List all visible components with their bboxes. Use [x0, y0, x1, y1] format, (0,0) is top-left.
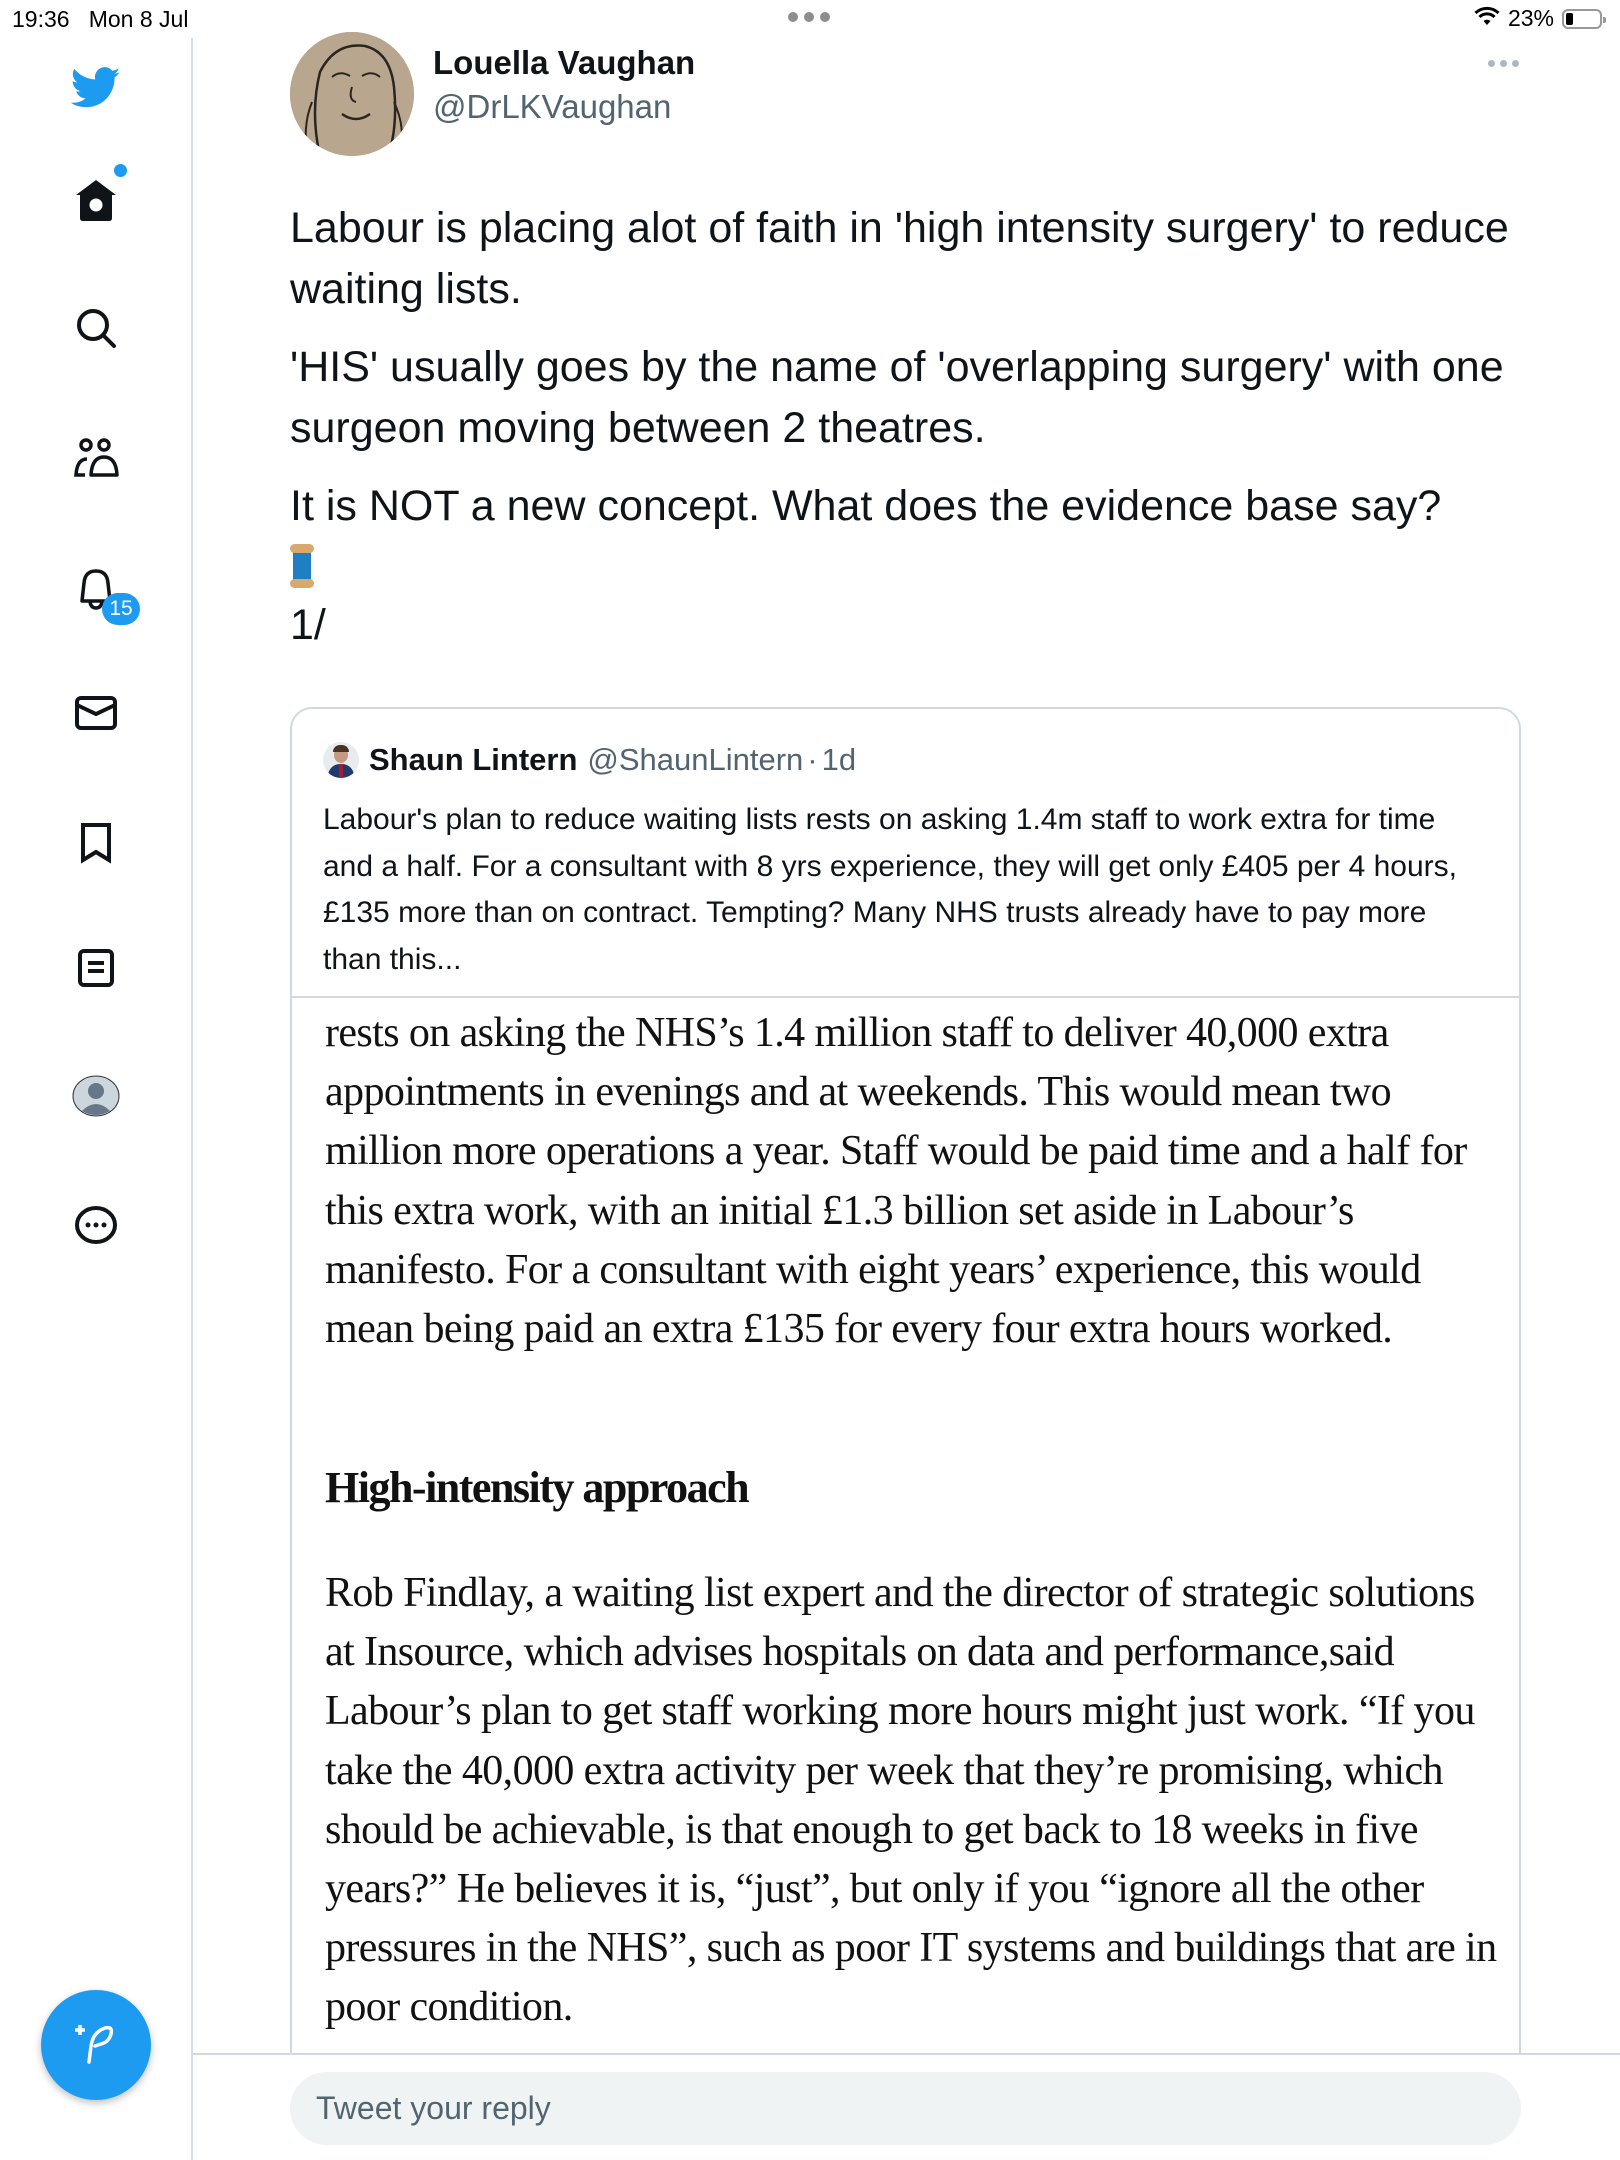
author-avatar[interactable] — [290, 32, 414, 156]
home-icon — [72, 176, 120, 227]
reply-input[interactable]: Tweet your reply — [290, 2072, 1521, 2145]
article-paragraph-2: Rob Findlay, a waiting list expert and the director of strategic solutions at Insource, which advises hospitals on data and performance,said Labour’s plan to get staff working more hours might just work. “If you take the 40,000 extra activity per week that they’re promising, which should be achievable, is that enough to get back to 18 weeks in five years?” He believes it is, “just”, but only if you “ignore all the other pressures in the NHS”, such as poor IT systems and buildings that are in poor condition. — [325, 1570, 1497, 2031]
status-date: Mon 8 Jul — [88, 6, 189, 32]
mail-icon — [74, 695, 118, 736]
more-circle-icon — [74, 1205, 118, 1250]
sidebar-item-lists[interactable] — [71, 945, 121, 995]
battery-percent: 23% — [1507, 5, 1554, 31]
quoted-tweet-header — [323, 742, 856, 778]
status-bar-time — [12, 6, 188, 33]
multitasking-dots-icon[interactable] — [788, 12, 830, 22]
battery-level — [1566, 13, 1573, 25]
sidebar-nav — [0, 38, 193, 2160]
twitter-bird-icon[interactable] — [71, 63, 121, 113]
author-name[interactable]: Louella Vaughan — [433, 44, 696, 81]
quoted-tweet-text: Labour's plan to reduce waiting lists rests on asking 1.4m staff to work extra for time and a half. For a consultant with 8 yrs experience, they will get only £405 per 4 hours, £135 more than on contract. Tempting? Many NHS trusts already have to pay more than this... — [323, 803, 1457, 976]
tweet-paragraph: Labour is placing alot of faith in 'high intensity surgery' to reduce waiting lists. — [290, 204, 1509, 313]
home-notification-dot — [114, 164, 127, 177]
quoted-author-name: Shaun Lintern — [369, 742, 578, 777]
notifications-badge: 15 — [102, 593, 140, 625]
lists-icon — [77, 948, 115, 993]
sidebar-item-profile[interactable] — [71, 1073, 121, 1123]
tweet-paragraph: It is NOT a new concept. What does the evidence base say? — [290, 482, 1442, 530]
compose-tweet-button[interactable] — [41, 1990, 151, 2100]
article-screenshot-image[interactable] — [292, 998, 1519, 2105]
profile-avatar-icon — [71, 1075, 121, 1122]
article-paragraph-1: rests on asking the NHS’s 1.4 million staff to deliver 40,000 extra appointments in evenings and at weekends. This would mean two million more operations a year. Staff would be paid time and a half for this extra work, with an initial £1.3 billion set aside in Labour’s manifesto. For a consultant with eight years’ experience, this would mean being paid an extra £135 for every four extra hours worked. — [325, 1010, 1467, 1353]
author-avatar-drawing-icon — [290, 32, 414, 156]
sidebar-item-communities[interactable] — [71, 435, 121, 485]
status-time: 19:36 — [12, 6, 70, 32]
search-icon — [73, 305, 119, 356]
quoted-tweet-age: 1d — [821, 742, 857, 777]
status-bar-indicators — [1474, 5, 1602, 32]
battery-icon — [1562, 9, 1602, 29]
compose-tweet-icon — [71, 2018, 121, 2073]
bookmark-icon — [78, 822, 114, 869]
spool-of-thread-icon — [290, 544, 314, 588]
reply-bar — [193, 2053, 1620, 2160]
thread-marker: 1/ — [290, 601, 326, 649]
quoted-dot-separator: · — [807, 742, 818, 777]
sidebar-item-messages[interactable] — [71, 690, 121, 740]
quoted-author-handle — [587, 742, 856, 778]
article-heading: High-intensity approach — [325, 1463, 749, 1512]
wifi-icon — [1474, 5, 1500, 32]
tweet-body — [290, 198, 1530, 656]
tweet-more-options-icon[interactable] — [1488, 60, 1519, 67]
tweet-paragraph: 'HIS' usually goes by the name of 'overlapping surgery' with one surgeon moving between 2 theatres. — [290, 343, 1504, 452]
people-icon — [71, 438, 121, 483]
sidebar-item-home[interactable] — [71, 176, 121, 226]
quoted-tweet-card[interactable] — [290, 707, 1521, 2107]
sidebar-item-more[interactable] — [71, 1202, 121, 1252]
quoted-author-avatar — [323, 742, 359, 778]
sidebar-item-explore[interactable] — [71, 305, 121, 355]
sidebar-item-bookmarks[interactable] — [71, 820, 121, 870]
author-handle[interactable]: @DrLKVaughan — [433, 88, 672, 125]
quoted-handle-text: @ShaunLintern — [587, 742, 804, 777]
thread-emoji-line — [290, 537, 1530, 595]
